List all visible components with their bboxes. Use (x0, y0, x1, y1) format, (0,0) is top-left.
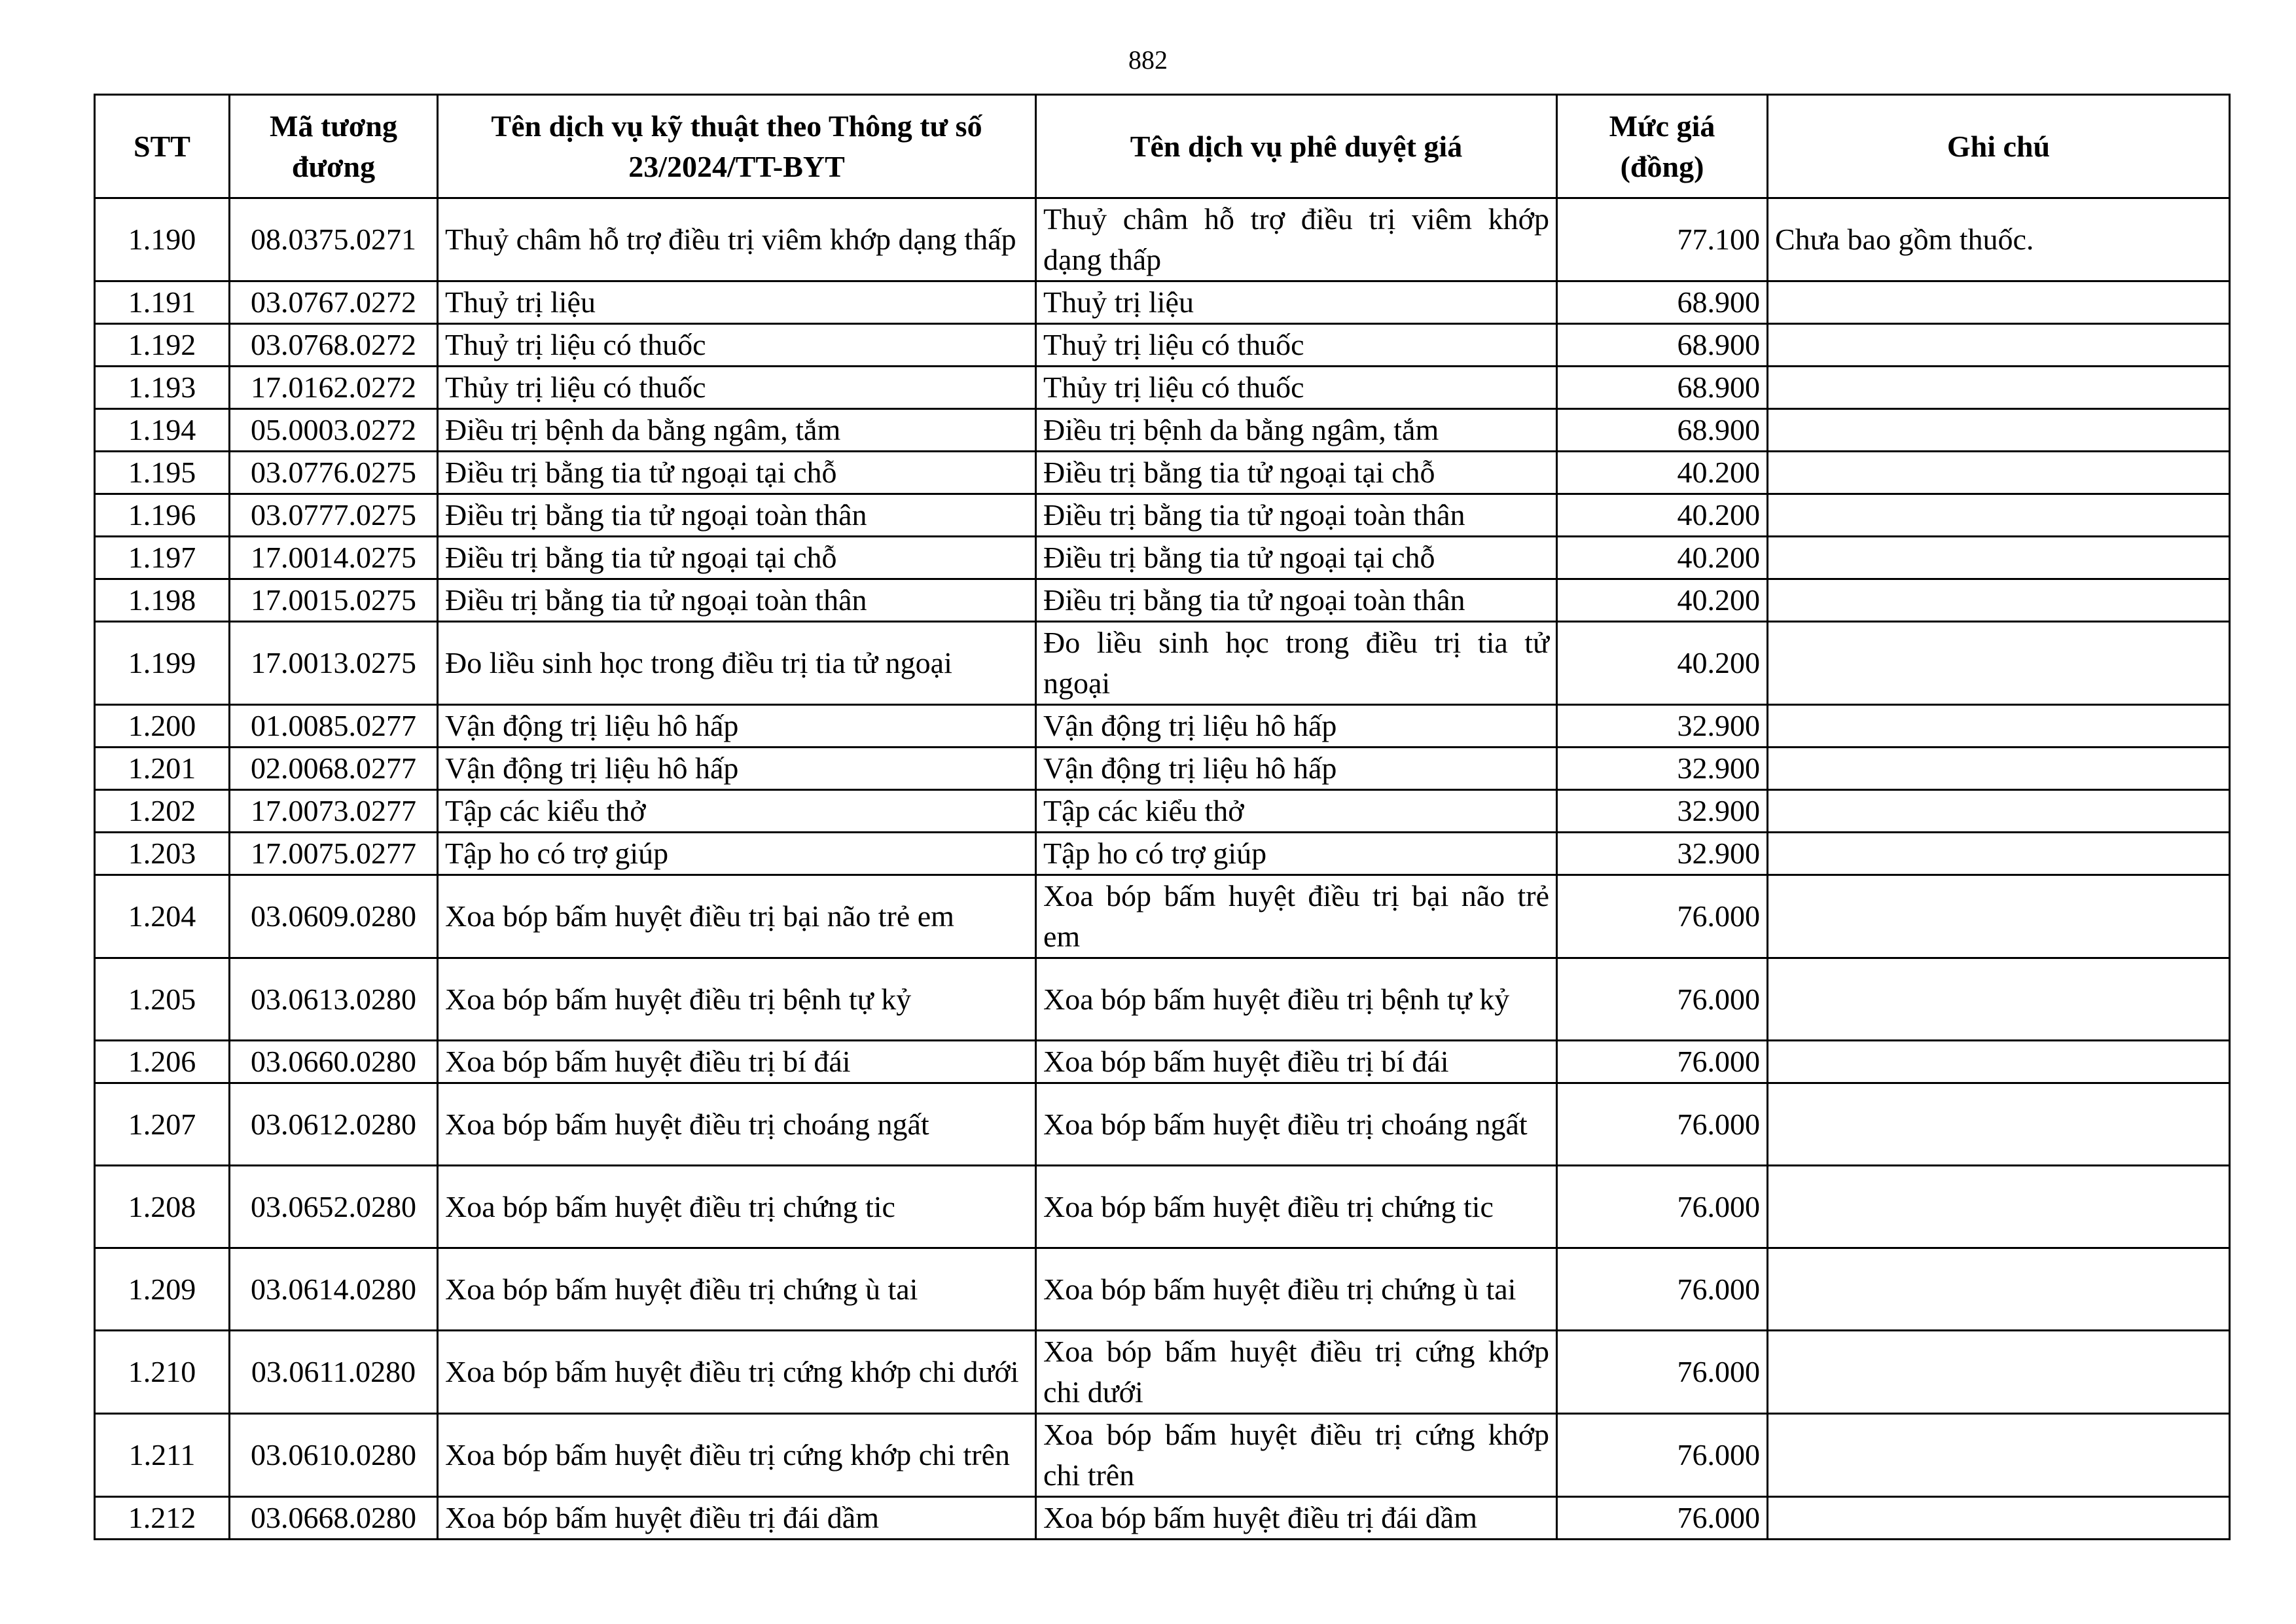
cell-approved-name: Xoa bóp bấm huyệt điều trị chứng ù tai (1036, 1248, 1557, 1331)
cell-approved-name: Thuỷ trị liệu (1036, 281, 1557, 324)
cell-price: 76.000 (1557, 1414, 1768, 1497)
cell-approved-name: Thuỷ trị liệu có thuốc (1036, 324, 1557, 367)
cell-stt: 1.193 (95, 367, 230, 409)
cell-stt: 1.199 (95, 622, 230, 705)
cell-code: 03.0613.0280 (230, 958, 438, 1041)
table-body (95, 198, 2230, 1540)
cell-stt: 1.211 (95, 1414, 230, 1497)
cell-approved-name: Điều trị bằng tia tử ngoại tại chỗ (1036, 452, 1557, 494)
cell-price: 40.200 (1557, 452, 1768, 494)
table-row (95, 1331, 2230, 1414)
table-row (95, 958, 2230, 1041)
price-table (94, 94, 2231, 1540)
cell-stt: 1.205 (95, 958, 230, 1041)
cell-price: 40.200 (1557, 622, 1768, 705)
cell-price: 77.100 (1557, 198, 1768, 281)
cell-price: 76.000 (1557, 1041, 1768, 1083)
cell-service-name: Xoa bóp bấm huyệt điều trị bệnh tự kỷ (438, 958, 1036, 1041)
table-row (95, 324, 2230, 367)
cell-code: 02.0068.0277 (230, 748, 438, 790)
page-number: 882 (1128, 45, 1168, 75)
cell-note (1768, 748, 2230, 790)
cell-note (1768, 705, 2230, 748)
table-row (95, 1414, 2230, 1497)
cell-approved-name: Đo liều sinh học trong điều trị tia tử ngoại (1036, 622, 1557, 705)
cell-approved-name: Tập ho có trợ giúp (1036, 833, 1557, 875)
cell-note (1768, 409, 2230, 452)
table-row (95, 748, 2230, 790)
table-row (95, 790, 2230, 833)
cell-approved-name: Xoa bóp bấm huyệt điều trị bại não trẻ em (1036, 875, 1557, 958)
table-row (95, 537, 2230, 579)
cell-stt: 1.204 (95, 875, 230, 958)
cell-price: 68.900 (1557, 281, 1768, 324)
table-row (95, 875, 2230, 958)
cell-note (1768, 324, 2230, 367)
cell-note (1768, 958, 2230, 1041)
cell-stt: 1.197 (95, 537, 230, 579)
cell-stt: 1.202 (95, 790, 230, 833)
table-row (95, 1497, 2230, 1540)
cell-price: 76.000 (1557, 875, 1768, 958)
cell-service-name: Vận động trị liệu hô hấp (438, 748, 1036, 790)
cell-service-name: Xoa bóp bấm huyệt điều trị choáng ngất (438, 1083, 1036, 1166)
cell-stt: 1.206 (95, 1041, 230, 1083)
cell-stt: 1.194 (95, 409, 230, 452)
cell-code: 03.0660.0280 (230, 1041, 438, 1083)
cell-service-name: Xoa bóp bấm huyệt điều trị cứng khớp chi dưới (438, 1331, 1036, 1414)
cell-code: 03.0612.0280 (230, 1083, 438, 1166)
cell-service-name: Điều trị bằng tia tử ngoại toàn thân (438, 579, 1036, 622)
cell-note (1768, 1497, 2230, 1540)
cell-price: 76.000 (1557, 1083, 1768, 1166)
cell-approved-name: Điều trị bệnh da bằng ngâm, tắm (1036, 409, 1557, 452)
cell-note (1768, 875, 2230, 958)
cell-price: 40.200 (1557, 494, 1768, 537)
cell-service-name: Tập ho có trợ giúp (438, 833, 1036, 875)
cell-code: 03.0610.0280 (230, 1414, 438, 1497)
cell-service-name: Thuỷ châm hỗ trợ điều trị viêm khớp dạng thấp (438, 198, 1036, 281)
table-row (95, 367, 2230, 409)
cell-approved-name: Vận động trị liệu hô hấp (1036, 748, 1557, 790)
cell-code: 01.0085.0277 (230, 705, 438, 748)
cell-service-name: Xoa bóp bấm huyệt điều trị chứng ù tai (438, 1248, 1036, 1331)
cell-service-name: Tập các kiểu thở (438, 790, 1036, 833)
cell-code: 03.0768.0272 (230, 324, 438, 367)
cell-price: 76.000 (1557, 1166, 1768, 1248)
cell-note (1768, 537, 2230, 579)
cell-code: 03.0767.0272 (230, 281, 438, 324)
cell-stt: 1.201 (95, 748, 230, 790)
table-row (95, 622, 2230, 705)
cell-stt: 1.200 (95, 705, 230, 748)
cell-note (1768, 833, 2230, 875)
cell-service-name: Xoa bóp bấm huyệt điều trị bại não trẻ em (438, 875, 1036, 958)
table-row (95, 1083, 2230, 1166)
cell-note (1768, 1331, 2230, 1414)
header-note: Ghi chú (1768, 95, 2230, 198)
cell-approved-name: Xoa bóp bấm huyệt điều trị cứng khớp chi trên (1036, 1414, 1557, 1497)
header-stt: STT (95, 95, 230, 198)
cell-approved-name: Xoa bóp bấm huyệt điều trị đái dầm (1036, 1497, 1557, 1540)
table-row (95, 833, 2230, 875)
cell-price: 76.000 (1557, 1248, 1768, 1331)
header-service-name: Tên dịch vụ kỹ thuật theo Thông tư số 23/2024/TT-BYT (438, 95, 1036, 198)
cell-stt: 1.190 (95, 198, 230, 281)
cell-stt: 1.192 (95, 324, 230, 367)
cell-approved-name: Điều trị bằng tia tử ngoại toàn thân (1036, 494, 1557, 537)
cell-stt: 1.212 (95, 1497, 230, 1540)
cell-stt: 1.198 (95, 579, 230, 622)
cell-stt: 1.196 (95, 494, 230, 537)
cell-approved-name: Xoa bóp bấm huyệt điều trị bí đái (1036, 1041, 1557, 1083)
cell-stt: 1.208 (95, 1166, 230, 1248)
table-row (95, 452, 2230, 494)
cell-stt: 1.207 (95, 1083, 230, 1166)
cell-code: 03.0614.0280 (230, 1248, 438, 1331)
cell-note (1768, 1083, 2230, 1166)
cell-note (1768, 1248, 2230, 1331)
cell-note (1768, 622, 2230, 705)
cell-note (1768, 790, 2230, 833)
table-row (95, 409, 2230, 452)
cell-stt: 1.203 (95, 833, 230, 875)
cell-price: 68.900 (1557, 367, 1768, 409)
cell-service-name: Xoa bóp bấm huyệt điều trị chứng tic (438, 1166, 1036, 1248)
cell-stt: 1.191 (95, 281, 230, 324)
cell-service-name: Điều trị bằng tia tử ngoại tại chỗ (438, 537, 1036, 579)
cell-code: 03.0652.0280 (230, 1166, 438, 1248)
cell-stt: 1.210 (95, 1331, 230, 1414)
cell-price: 76.000 (1557, 1331, 1768, 1414)
header-approved-name: Tên dịch vụ phê duyệt giá (1036, 95, 1557, 198)
cell-service-name: Điều trị bằng tia tử ngoại tại chỗ (438, 452, 1036, 494)
cell-code: 17.0014.0275 (230, 537, 438, 579)
cell-note (1768, 494, 2230, 537)
table-header-row (95, 95, 2230, 198)
cell-code: 03.0609.0280 (230, 875, 438, 958)
table-row (95, 579, 2230, 622)
cell-note (1768, 579, 2230, 622)
cell-approved-name: Xoa bóp bấm huyệt điều trị choáng ngất (1036, 1083, 1557, 1166)
cell-code: 17.0075.0277 (230, 833, 438, 875)
cell-code: 03.0668.0280 (230, 1497, 438, 1540)
cell-price: 40.200 (1557, 579, 1768, 622)
cell-approved-name: Thuỷ châm hỗ trợ điều trị viêm khớp dạng thấp (1036, 198, 1557, 281)
table-row (95, 198, 2230, 281)
cell-price: 32.900 (1557, 790, 1768, 833)
header-code: Mã tương đương (230, 95, 438, 198)
table-row (95, 1041, 2230, 1083)
cell-service-name: Xoa bóp bấm huyệt điều trị đái dầm (438, 1497, 1036, 1540)
cell-code: 05.0003.0272 (230, 409, 438, 452)
cell-code: 17.0015.0275 (230, 579, 438, 622)
cell-code: 17.0073.0277 (230, 790, 438, 833)
cell-code: 17.0013.0275 (230, 622, 438, 705)
cell-note (1768, 1166, 2230, 1248)
cell-service-name: Thuỷ trị liệu có thuốc (438, 324, 1036, 367)
cell-service-name: Điều trị bệnh da bằng ngâm, tắm (438, 409, 1036, 452)
cell-price: 40.200 (1557, 537, 1768, 579)
cell-service-name: Vận động trị liệu hô hấp (438, 705, 1036, 748)
cell-service-name: Thủy trị liệu có thuốc (438, 367, 1036, 409)
cell-approved-name: Xoa bóp bấm huyệt điều trị chứng tic (1036, 1166, 1557, 1248)
table-row (95, 705, 2230, 748)
cell-price: 32.900 (1557, 748, 1768, 790)
cell-approved-name: Tập các kiểu thở (1036, 790, 1557, 833)
cell-note (1768, 1041, 2230, 1083)
table-row (95, 1248, 2230, 1331)
cell-approved-name: Xoa bóp bấm huyệt điều trị bệnh tự kỷ (1036, 958, 1557, 1041)
cell-price: 76.000 (1557, 1497, 1768, 1540)
cell-code: 03.0777.0275 (230, 494, 438, 537)
cell-code: 03.0611.0280 (230, 1331, 438, 1414)
cell-price: 68.900 (1557, 324, 1768, 367)
table-row (95, 494, 2230, 537)
cell-note (1768, 452, 2230, 494)
cell-service-name: Thuỷ trị liệu (438, 281, 1036, 324)
cell-approved-name: Điều trị bằng tia tử ngoại tại chỗ (1036, 537, 1557, 579)
cell-approved-name: Thủy trị liệu có thuốc (1036, 367, 1557, 409)
cell-service-name: Xoa bóp bấm huyệt điều trị cứng khớp chi trên (438, 1414, 1036, 1497)
cell-stt: 1.209 (95, 1248, 230, 1331)
cell-approved-name: Xoa bóp bấm huyệt điều trị cứng khớp chi dưới (1036, 1331, 1557, 1414)
cell-note (1768, 1414, 2230, 1497)
header-price: Mức giá (đồng) (1557, 95, 1768, 198)
cell-note (1768, 281, 2230, 324)
cell-service-name: Đo liều sinh học trong điều trị tia tử ngoại (438, 622, 1036, 705)
cell-code: 17.0162.0272 (230, 367, 438, 409)
table-row (95, 1166, 2230, 1248)
cell-price: 32.900 (1557, 705, 1768, 748)
cell-code: 03.0776.0275 (230, 452, 438, 494)
cell-approved-name: Vận động trị liệu hô hấp (1036, 705, 1557, 748)
cell-service-name: Xoa bóp bấm huyệt điều trị bí đái (438, 1041, 1036, 1083)
table-row (95, 281, 2230, 324)
cell-service-name: Điều trị bằng tia tử ngoại toàn thân (438, 494, 1036, 537)
cell-note (1768, 367, 2230, 409)
cell-price: 32.900 (1557, 833, 1768, 875)
cell-code: 08.0375.0271 (230, 198, 438, 281)
cell-stt: 1.195 (95, 452, 230, 494)
cell-price: 76.000 (1557, 958, 1768, 1041)
cell-note: Chưa bao gồm thuốc. (1768, 198, 2230, 281)
cell-price: 68.900 (1557, 409, 1768, 452)
cell-approved-name: Điều trị bằng tia tử ngoại toàn thân (1036, 579, 1557, 622)
